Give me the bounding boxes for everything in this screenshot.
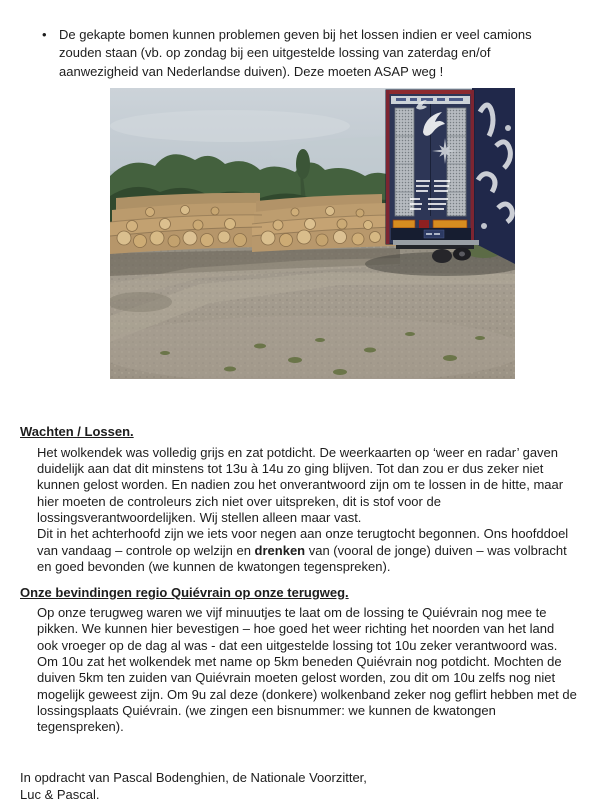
closing-line-2: Luc & Pascal. bbox=[20, 786, 100, 802]
paragraph-part: van (vooral de jonge) duiven – was volbracht en goed bevonden (we kunnen de kwatongen tegenspreken). bbox=[37, 542, 567, 575]
photo-log-yard-truck bbox=[110, 88, 515, 379]
wheel bbox=[432, 249, 452, 263]
photo-container bbox=[110, 88, 515, 379]
section-body-wachten-lossen bbox=[37, 445, 578, 576]
ventilation-grille-right bbox=[447, 108, 466, 216]
section-heading-bevindingen-quievrain: Onze bevindingen regio Quiévrain op onze terugweg. bbox=[20, 584, 349, 600]
bold-word-drenken: drenken bbox=[254, 542, 306, 558]
intro-bullet-item bbox=[42, 26, 564, 81]
closing-signature bbox=[20, 770, 578, 804]
log-piles bbox=[110, 193, 396, 254]
paragraph: Op onze terugweg waren we vijf minuutjes te laat om de lossing te Quiévrain nog mee te pikken. We kunnen hier bevestigen – hoe goed het weer richting het noorden van het land ook vroeger op de dag al was - dat een uitgestelde lossing tot 10u zeker verantwoord was. Om 10u zat het wolkendek met name op 5km beneden Quiévrain nog potdicht. Mochten de duiven 5km ten zuiden van Quiévrain moeten gelost worden, zou dit om 10u zelfs nog niet mogelijk geweest zijn. Om 9u zal deze (donkere) wolkenband zeker nog geflirt hebben met de lossingsplaats Quiévrain. (we zingen een bisnummer: we kunnen de kwatongen tegenspreken). bbox=[37, 604, 577, 735]
bullet-marker: • bbox=[42, 27, 47, 42]
truck-rear-face bbox=[386, 90, 479, 263]
paragraph bbox=[37, 526, 578, 575]
section-body-bevindingen-quievrain bbox=[37, 605, 578, 736]
intro-bullet-text: De gekapte bomen kunnen problemen geven bij het lossen indien er veel camions zouden staan (vb. op zondag bij een uitgestelde lossing van zaterdag en/of aanwezigheid van Nederlandse duiven). Deze moeten ASAP weg ! bbox=[59, 27, 532, 79]
closing-line-1: In opdracht van Pascal Bodenghien, de Nationale Voorzitter, bbox=[20, 769, 367, 785]
section-heading-wachten-lossen: Wachten / Lossen. bbox=[20, 424, 134, 440]
bumper bbox=[393, 240, 479, 245]
paragraph: Het wolkendek was volledig grijs en zat potdicht. De weerkaarten op ‘weer en radar’ gaven duidelijk aan dat dit minstens tot 13u à 14u zo ging blijven. Tot dan zou er dus zeker niet kunnen gelost worden. En nadien zou het onverantwoord zijn om te lossen in de hitte, maar hier moeten de controleurs zich niet over uitspreken, dit is stof voor de lossingsverantwoordelijken. Wij stellen alleen maar vast. bbox=[37, 444, 564, 526]
truck-side-panel bbox=[472, 88, 515, 264]
paragraph-part: Dit in het achterhoofd zijn we iets voor negen aan onze terugtocht begonnen. Ons hoofddoel van vandaag – controle op welzijn en bbox=[37, 526, 569, 558]
